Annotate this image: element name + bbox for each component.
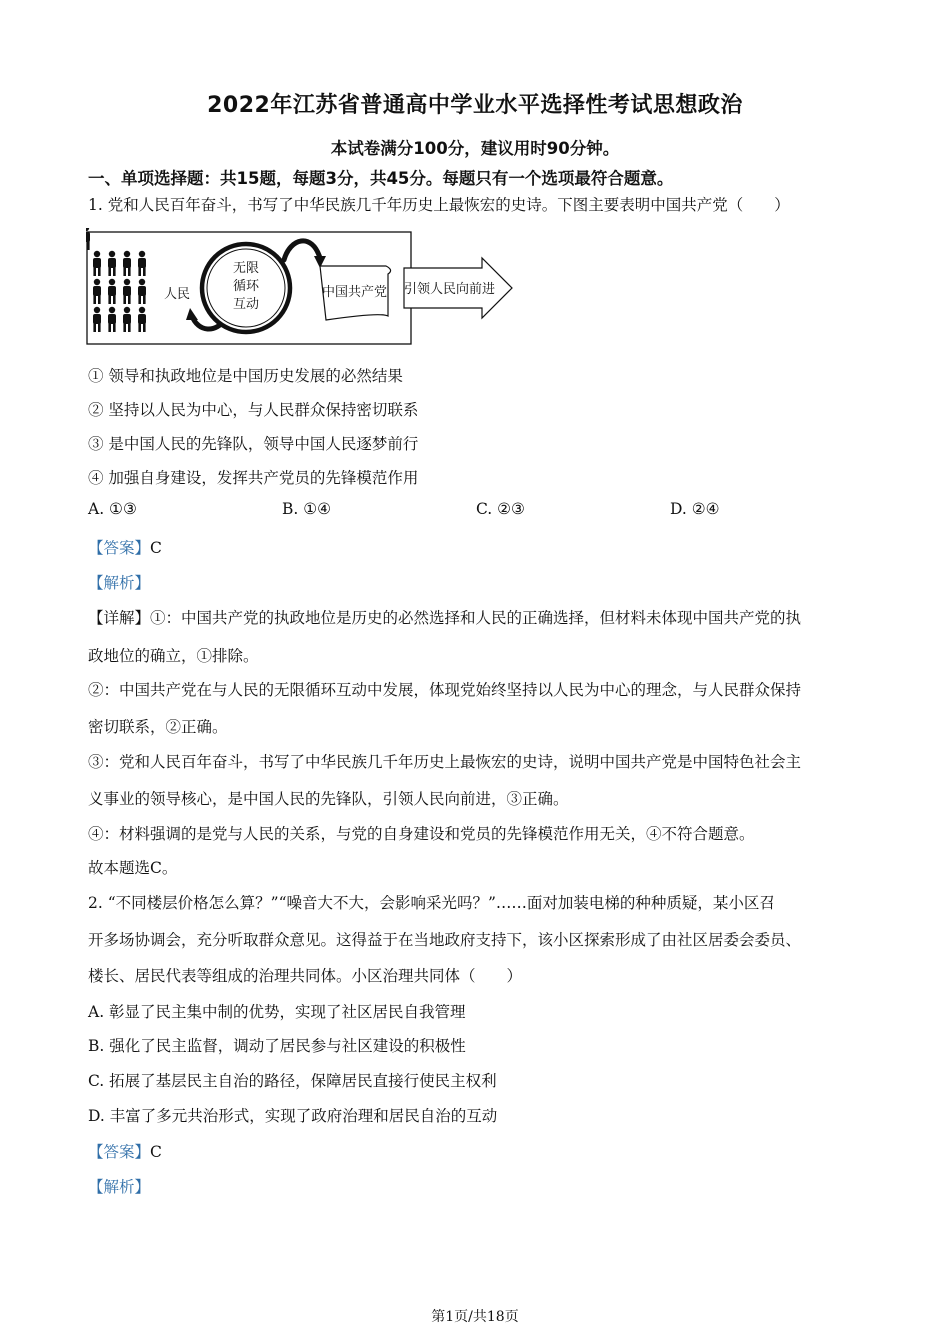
q1-item-1: ① 领导和执政地位是中国历史发展的必然结果 [88,367,403,385]
q2-answer-value: C [150,1143,162,1161]
q1-detail-line: ②：中国共产党在与人民的无限循环互动中发展，体现党始终坚持以人民为中心的理念，与人民群众保持 [88,681,802,699]
q2-option-d: D. 丰富了多元共治形式，实现了政府治理和居民自治的互动 [88,1107,498,1125]
q1-diagram [86,228,516,346]
cycle-line-2: 循环 [232,279,260,294]
q1-stem: 1. 党和人民百年奋斗，书写了中华民族几千年历史上最恢宏的史诗。下图主要表明中国共产党（ ） [88,196,790,214]
q2-stem-line: 楼长、居民代表等组成的治理共同体。小区治理共同体（ ） [88,967,523,985]
page-number: 第1页/共18页 [431,1309,519,1325]
exam-title: 2022年江苏省普通高中学业水平选择性考试思想政治 [207,93,743,118]
q1-answer [88,536,162,558]
q1-option-a: A. ①③ [88,500,137,518]
q2-answer [88,1140,162,1162]
q1-answer-value: C [150,539,162,557]
q1-detail-line: ③：党和人民百年奋斗，书写了中华民族几千年历史上最恢宏的史诗，说明中国共产党是中国特色社会主 [88,753,802,771]
diagram-people-label: 人民 [164,287,191,302]
q1-analysis-label: 【解析】 [88,574,151,592]
q1-option-c: C. ②③ [476,500,525,518]
cycle-line-1: 无限 [232,261,260,276]
q1-answer-label: 【答案】 [88,539,151,557]
q1-detail-line: 义事业的领导核心，是中国人民的先锋队，引领人民向前进，③正确。 [88,790,569,808]
diagram-arrow-label: 引领人民向前进 [404,282,496,297]
section-heading: 一、单项选择题：共15题，每题3分，共45分。每题只有一个选项最符合题意。 [88,169,674,188]
q2-option-a: A. 彰显了民主集中制的优势，实现了社区居民自我管理 [88,1003,466,1021]
diagram-party-label: 中国共产党 [322,285,388,300]
q2-option-c: C. 拓展了基层民主自治的路径，保障居民直接行使民主权利 [88,1072,497,1090]
q1-detail-line: 政地位的确立，①排除。 [88,647,259,665]
q1-option-b: B. ①④ [282,500,332,518]
q2-answer-label: 【答案】 [88,1143,151,1161]
q1-detail-line: 故本题选C。 [88,859,178,877]
q1-item-3: ③ 是中国人民的先锋队，领导中国人民逐梦前行 [88,435,419,453]
q2-stem-line: 开多场协调会，充分听取群众意见。这得益于在当地政府支持下，该小区探索形成了由社区居委会委员、 [88,931,802,949]
q2-stem-line: 2. “不同楼层价格怎么算？”“噪音大不大，会影响采光吗？”……面对加装电梯的种种质疑，某小区召 [88,894,775,912]
q1-item-2: ② 坚持以人民为中心，与人民群众保持密切联系 [88,401,419,419]
exam-subtitle: 本试卷满分100分，建议用时90分钟。 [330,139,620,158]
cycle-line-3: 互动 [232,297,260,312]
q2-option-b: B. 强化了民主监督，调动了居民参与社区建设的积极性 [88,1037,466,1055]
q1-item-4: ④ 加强自身建设，发挥共产党员的先锋模范作用 [88,469,419,487]
people-figures-icon [86,228,146,332]
q1-option-d: D. ②④ [670,500,720,518]
q1-detail-line: ④：材料强调的是党与人民的关系，与党的自身建设和党员的先锋模范作用无关，④不符合题意。 [88,825,755,843]
q1-detail-line: 【详解】①：中国共产党的执政地位是历史的必然选择和人民的正确选择，但材料未体现中国共产党的执 [88,609,802,627]
q2-analysis-label: 【解析】 [88,1178,151,1196]
q1-detail-line: 密切联系，②正确。 [88,718,228,736]
